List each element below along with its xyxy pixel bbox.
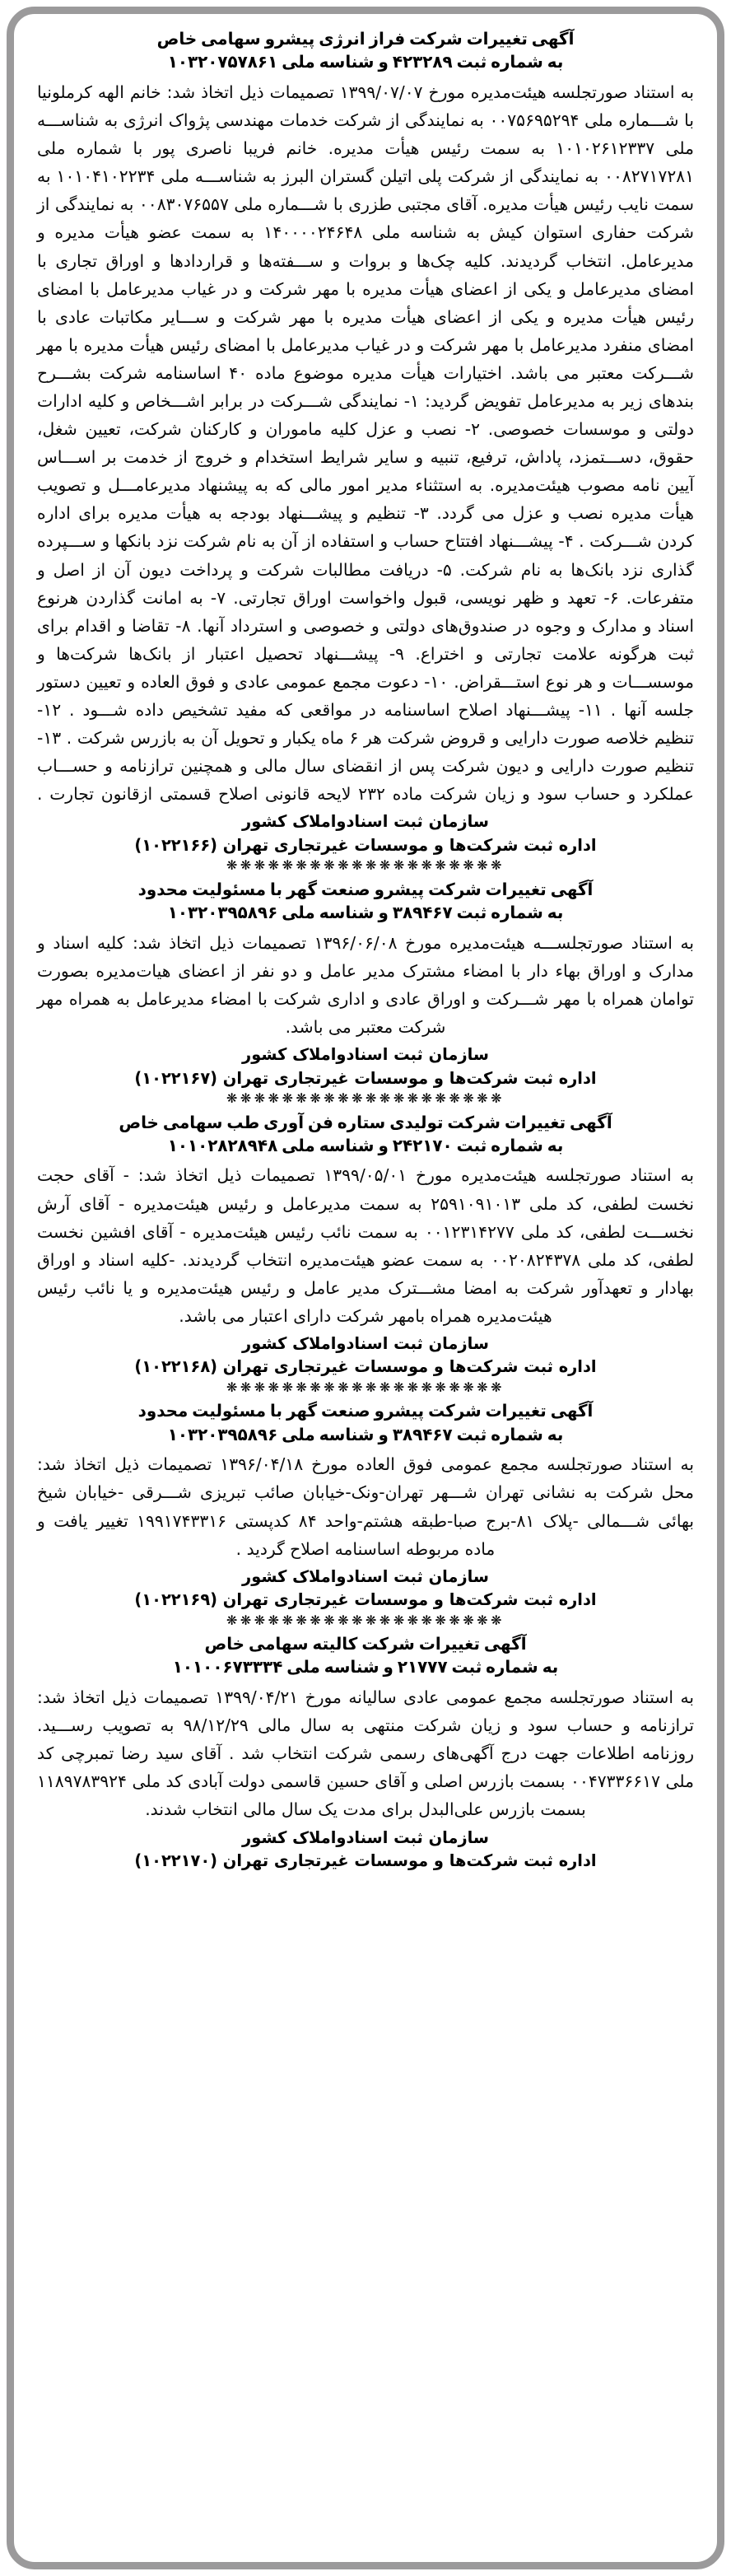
registry-footer xyxy=(37,1332,694,1379)
notice-block xyxy=(37,1399,694,1627)
registry-organization: سازمان ثبت اسنادواملاک کشور xyxy=(242,1566,489,1586)
notice-title-line-1: آگهی تغییرات شرکت کالیته سهامی خاص xyxy=(204,1634,527,1654)
notice-title xyxy=(47,1111,684,1134)
notice-title xyxy=(47,27,684,50)
notice-registration-line: به شماره ثبت ۲۴۲۱۷۰ و شناسه ملی ۱۰۱۰۲۸۲۸۹۴۸ xyxy=(167,1135,564,1155)
notice-title-line-1: آگهی تغییرات شرکت پیشرو صنعت گهر با مسئولیت محدود xyxy=(137,1401,594,1421)
gazette-page-frame xyxy=(7,7,724,2569)
gazette-page-content xyxy=(14,14,717,1880)
flower-separator-icon: ❋❋❋❋❋❋❋❋❋❋❋❋❋❋❋❋❋❋❋❋ xyxy=(226,858,505,873)
notice-registration-line: به شماره ثبت ۳۸۹۴۶۷ و شناسه ملی ۱۰۳۲۰۳۹۵۸۹۶ xyxy=(167,903,564,923)
notice-title xyxy=(47,878,684,901)
notice-title-line-1: آگهی تغییرات شرکت فراز انرژی پیشرو سهامی خاص xyxy=(156,29,575,49)
registry-office: اداره ثبت شرکت‌ها و موسسات غیرتجاری تهران (۱۰۲۲۱۷۰) xyxy=(134,1850,597,1870)
registry-office: اداره ثبت شرکت‌ها و موسسات غیرتجاری تهران (۱۰۲۲۱۶۸) xyxy=(134,1356,597,1377)
registry-organization: سازمان ثبت اسنادواملاک کشور xyxy=(242,811,489,832)
notice-title xyxy=(47,1632,684,1655)
notice-body-text: به استناد صورتجلسه هیئت‌مدیره مورخ ۱۳۹۹/۰۷/۰۷ تصمیمات ذیل اتخاذ شد: خانم الهه کرملونیا با شـــماره ملی ۰۰۷۵۶۹۵۲۹۴ به نمایندگی از شرکت خدمات مهندسی پژواک انرژی به شناســـه ملی ۱۰۱۰۲۶۱۲۳۳۷ به سمت رئیس هیأت مدیره. خانم فریبا ناصری پور با شماره ملی ۰۰۸۲۷۱۷۲۸۱ به نمایندگی از شرکت پلی اتیلن گستران البرز به شناســـه ملی ۱۰۱۰۴۱۰۲۲۳۴ به سمت نایب رئیس هیأت مدیره. آقای مجتبی طزری با شـــماره ملی ۰۰۸۳۰۷۶۵۵۷ به نمایندگی از شرکت حفاری استوان کیش به شناسه ملی ۱۴۰۰۰۰۲۴۶۴۸ به سمت عضو هیأت مدیره و مدیرعامل. انتخاب گردیدند. کلیه چک‌ها و بروات و ســـفته‌ها و قراردادها و اوراق تجاری با امضای مدیرعامل و یکی از اعضای هیأت مدیره با مهر شرکت و در غیاب مدیرعامل با امضای رئیس هیأت مدیره و یکی از اعضای هیأت مدیره با مهر شرکت و ســـایر مکاتبات عادی با امضای منفرد مدیرعامل با مهر شرکت و در غیاب مدیرعامل با امضای رئیس هیأت مدیره با مهر شـــرکت معتبر می باشد. اختیارات هیأت مدیره موضوع ماده ۴۰ اساسنامه شرکت بشـــرح بندهای زیر به مدیرعامل تفویض گردید: ۱- نمایندگی شـــرکت در برابر اشـــخاص و کلیه ادارات دولتی و موسسات خصوصی. ۲- نصب و عزل کلیه ماموران و کارکنان شرکت، تعیین شغل، حقوق، دســـتمزد، پاداش، ترفیع، تنبیه و سایر شرایط استخدام و خروج از خدمت بر اســـاس آیین نامه مصوب هیئت‌مدیره. به استثناء مدیر امور مالی که به پیشنهاد مدیرعامـــل و تصویب هیأت مدیره نصب و عزل می گردد. ۳- تنظیم و پیشـــنهاد بودجه به هیأت مدیره برای اداره کردن شـــرکت . ۴- پیشـــنهاد افتتاح حساب و استفاده از آن به نام شرکت نزد بانکها و ســـپرده گذاری نزد بانک‌ها به نام شرکت. ۵- دریافت مطالبات شرکت و پرداخت دیون آن از اصل و متفرعات. ۶- تعهد و ظهر نویسی، قبول واخواست اوراق تجارتی. ۷- به امانت گذاردن هرنوع اسناد و مدارک و وجوه در صندوق‌های دولتی و خصوصی و استرداد آنها. ۸- تقاضا و اقدام برای ثبت هرگونه علامت تجارتی و اختراع. ۹- پیشـــنهاد تحصیل اعتبار از بانک‌ها شرکت‌ها و موسســـات و هر نوع استـــقراض. ۱۰- دعوت مجمع عمومی عادی و فوق العاده و تعیین دستور جلسه آنها . ۱۱- پیشـــنهاد اصلاح اساسنامه در مواقعی که مفید تشخیص داده شـــود . ۱۲- تنظیم خلاصه صورت دارایی و قروض شرکت هر ۶ ماه یکبار و تحویل آن به بازرس شرکت . ۱۳- تنظیم صورت دارایی و دیون شرکت پس از انقضای سال مالی و همچنین ترازنامه و حســـاب عملکرد و حساب سود و زیان شرکت ماده ۲۳۲ لایحه قانونی اصلاح قسمتی ازقانون تجارت . xyxy=(37,82,695,805)
registry-organization: سازمان ثبت اسنادواملاک کشور xyxy=(242,1044,489,1065)
notice-body-text: به استناد صورتجلســـه هیئت‌مدیره مورخ ۱۳۹۶/۰۶/۰۸ تصمیمات ذیل اتخاذ شد: کلیه اسناد و مدارک و اوراق بهاء دار با امضاء مشترک مدیر عامل و دو نفر از اعضای هیات‌مدیره بصورت توامان همراه با مهر شـــرکت و اوراق عادی و اداری شرکت با امضاء مدیرعامل به همراه مهر شرکت معتبر می باشد. xyxy=(37,932,694,1038)
notice-body-text: به استناد صورتجلسه مجمع عمومی عادی سالیانه مورخ ۱۳۹۹/۰۴/۲۱ تصمیمات ذیل اتخاذ شد: ترازنامه و حساب سود و زیان شرکت منتهی به سال مالی ۹۸/۱۲/۲۹ به تصویب رســـید. روزنامه اطلاعات جهت درج آگهی‌های رسمی شرکت انتخاب شد . آقای سید رضا تمبرچی کد ملی ۰۰۴۷۳۳۶۶۱۷ بسمت بازرس اصلی و آقای حسین قاسمی دولت آبادی کد ملی ۱۱۸۹۷۸۳۹۲۴ بسمت بازرس علی‌البدل برای مدت یک سال مالی انتخاب شدند. xyxy=(37,1687,694,1820)
flower-separator-icon: ❋❋❋❋❋❋❋❋❋❋❋❋❋❋❋❋❋❋❋❋ xyxy=(226,1379,505,1395)
registry-footer xyxy=(37,1826,694,1873)
registry-footer xyxy=(37,1565,694,1612)
notice-block xyxy=(37,878,694,1106)
registry-office: اداره ثبت شرکت‌ها و موسسات غیرتجاری تهران (۱۰۲۲۱۶۶) xyxy=(134,834,597,855)
notice-title-line-1: آگهی تغییرات شرکت پیشرو صنعت گهر با مسئولیت محدود xyxy=(137,879,594,899)
notice-block xyxy=(37,1632,694,1872)
registry-office: اداره ثبت شرکت‌ها و موسسات غیرتجاری تهران (۱۰۲۲۱۶۷) xyxy=(134,1067,597,1088)
notice-registration-line: به شماره ثبت ۳۸۹۴۶۷ و شناسه ملی ۱۰۳۲۰۳۹۵۸۹۶ xyxy=(167,1424,564,1444)
notice-registration-line: به شماره ثبت ۲۱۷۷۷ و شناسه ملی ۱۰۱۰۰۶۷۳۳۳۴ xyxy=(172,1657,559,1678)
notice-title xyxy=(47,1399,684,1422)
registry-footer xyxy=(37,1043,694,1090)
registry-office: اداره ثبت شرکت‌ها و موسسات غیرتجاری تهران (۱۰۲۲۱۶۹) xyxy=(134,1589,597,1610)
flower-separator-icon: ❋❋❋❋❋❋❋❋❋❋❋❋❋❋❋❋❋❋❋❋ xyxy=(226,1090,505,1106)
notice-block xyxy=(37,1111,694,1395)
notice-block xyxy=(37,27,694,873)
registry-footer xyxy=(37,810,694,856)
notice-body-text: به استناد صورتجلسه مجمع عمومی فوق العاده مورخ ۱۳۹۶/۰۴/۱۸ تصمیمات ذیل اتخاذ شد: محل شرکت به نشانی تهران شـــهر تهران-ونک-خیابان صائب تبریزی شـــرقی -خیابان شیخ بهائی شـــمالی -پلاک ۸۱-برج صبا-طبقه هشتم-واحد ۸۴ کدپستی ۱۹۹۱۷۴۳۳۱۶ تغییر یافت و ماده مربوطه اساسنامه اصلاح گردید . xyxy=(37,1454,694,1559)
registry-organization: سازمان ثبت اسنادواملاک کشور xyxy=(242,1333,489,1354)
notice-title-line-1: آگهی تغییرات شرکت تولیدی ستاره فن آوری طب سهامی خاص xyxy=(119,1112,612,1132)
registry-organization: سازمان ثبت اسنادواملاک کشور xyxy=(242,1827,489,1847)
notice-body-text: به استناد صورتجلسه هیئت‌مدیره مورخ ۱۳۹۹/۰۵/۰۱ تصمیمات ذیل اتخاذ شد: - آقای حجت نخست لطفی، کد ملی ۲۵۹۱۰۹۱۰۱۳ به سمت مدیرعامل و رئیس هیئت‌مدیره - آقای آرش نخســـت لطفی، کد ملی ۰۰۱۲۳۱۴۲۷۷ به سمت نائب رئیس هیئت‌مدیره - آقای افشین نخست لطفی، کد ملی ۰۰۲۰۸۲۴۳۷۸ به سمت عضو هیئت‌مدیره انتخاب گردیدند. -کلیه اسناد و اوراق بهادار و تعهدآور شرکت به امضا مشـــترک مدیر عامل و رئیس هیئت‌مدیره و یا نائب رئیس هیئت‌مدیره همراه بامهر شرکت دارای اعتبار می باشد. xyxy=(37,1165,694,1326)
flower-separator-icon: ❋❋❋❋❋❋❋❋❋❋❋❋❋❋❋❋❋❋❋❋ xyxy=(226,1612,505,1628)
notice-registration-line: به شماره ثبت ۴۲۳۲۸۹ و شناسه ملی ۱۰۳۲۰۷۵۷۸۶۱ xyxy=(167,52,564,72)
